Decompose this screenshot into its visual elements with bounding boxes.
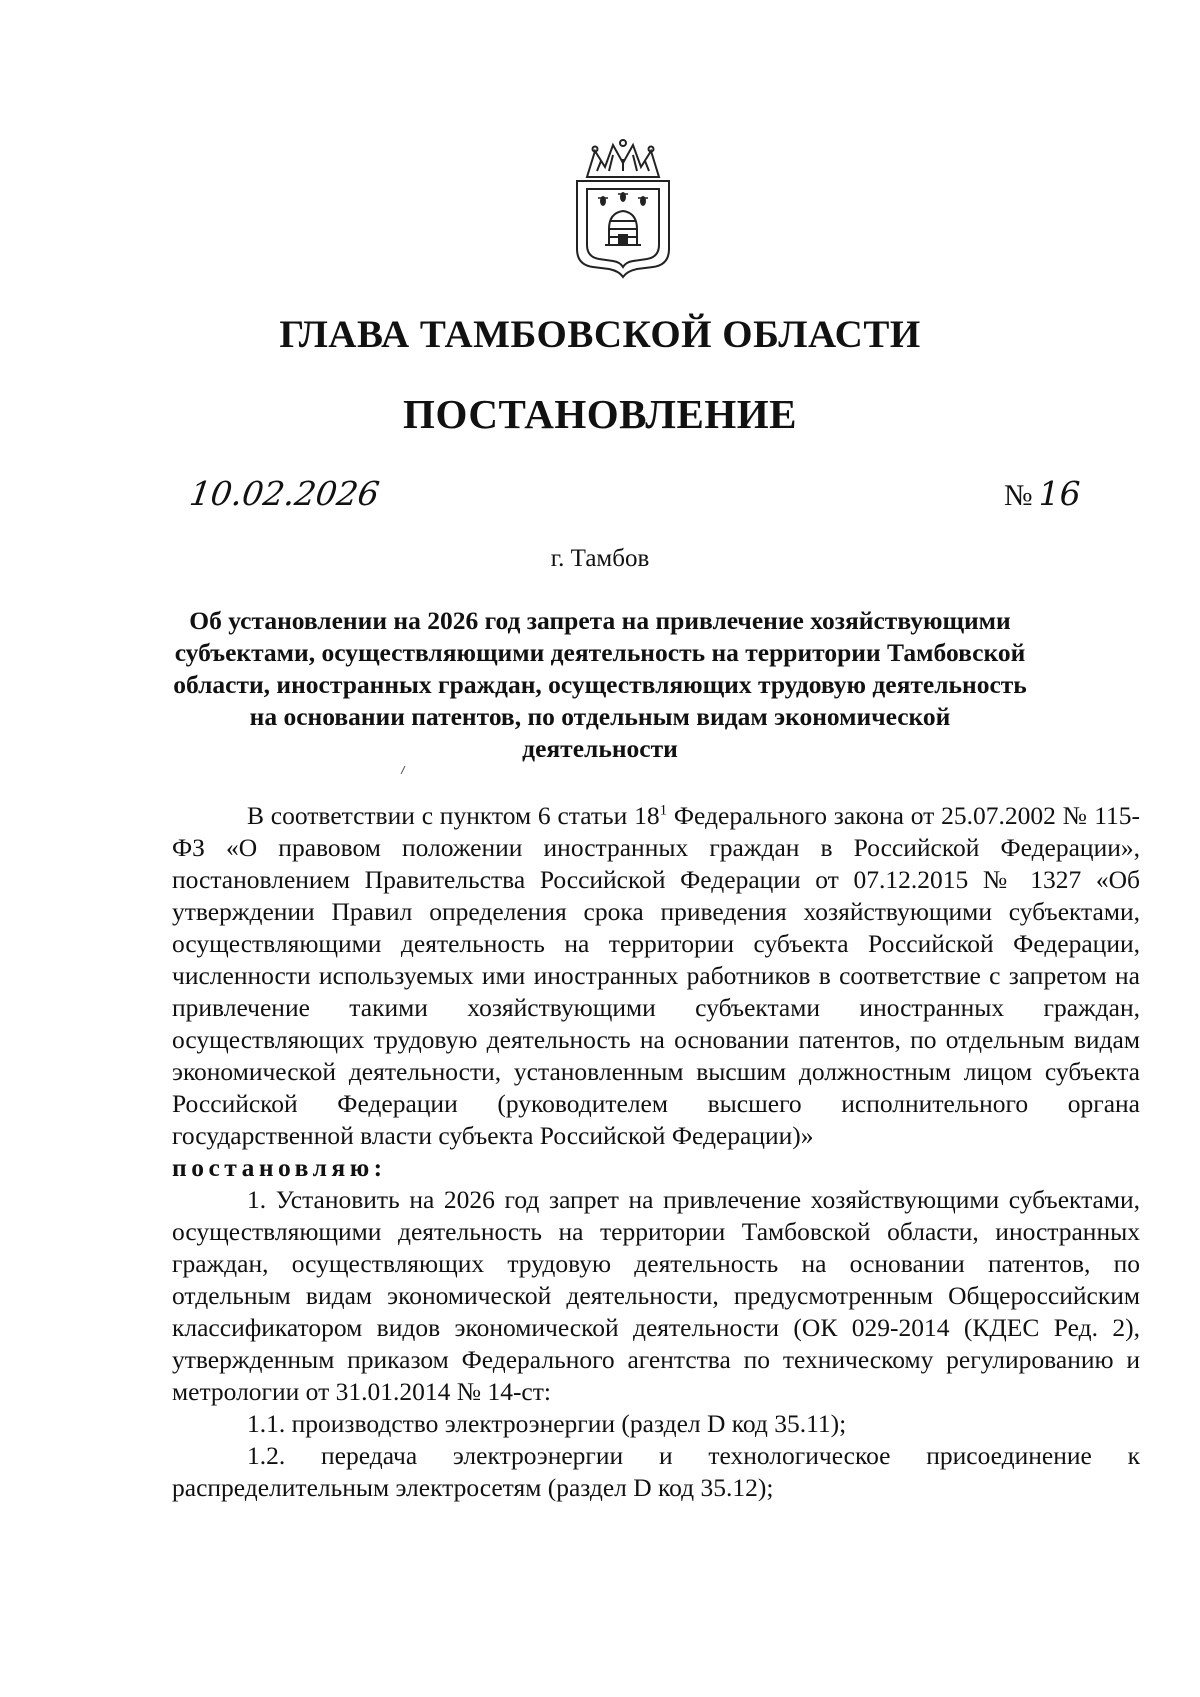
city-line: г. Тамбов (550, 545, 650, 572)
document-date: 10.02.2026 (187, 474, 382, 513)
document-number (1004, 474, 1081, 513)
document-subject (170, 605, 1030, 765)
number-value: 16 (1038, 474, 1081, 513)
preamble-paragraph (172, 800, 1140, 1152)
resolve-word: постановляю: (172, 1153, 387, 1182)
scan-artifact-mark (400, 765, 406, 775)
preamble-text-start: В соответствии с пунктом 6 статьи 18 (247, 801, 660, 830)
document-body (172, 800, 1140, 1504)
subject-line: субъектами, осуществляющими деятельность на территории Тамбовской (174, 638, 1026, 667)
tambov-coat-of-arms-icon (567, 137, 679, 279)
document-type-title: ПОСТАНОВЛЕНИЕ (403, 391, 797, 437)
subject-line: области, иностранных граждан, осуществляющих трудовую деятельность (173, 670, 1027, 699)
clause-1-paragraph: 1. Установить на 2026 год запрет на привлечение хозяйствующими субъектами, осуществляющими деятельность на территории Тамбовской области, иностранных граждан, осуществляющих трудовую деятельность на основании патентов, по отдельным видам экономической деятельности, предусмотренным Общероссийским классификатором видов экономической деятельности (ОК 029-2014 (КДЕС Ред. 2), утвержденным приказом Федерального агентства по техническому регулированию и метрологии от 31.01.2014 № 14-ст: (172, 1185, 1140, 1406)
number-sign: № (1004, 479, 1033, 512)
clause-1-1-paragraph: 1.1. производство электроэнергии (раздел D код 35.11); (247, 1409, 847, 1438)
article-superscript: 1 (659, 802, 668, 819)
subject-line: на основании патентов, по отдельным видам экономической деятельности (249, 702, 951, 763)
clause-1-2-paragraph: 1.2. передача электроэнергии и технологическое присоединение к распределительным электросетям (раздел D код 35.12); (172, 1441, 1140, 1502)
preamble-text-rest: Федерального закона от 25.07.2002 № 115-ФЗ «О правовом положении иностранных граждан в Российской Федерации», постановлением Правительства Российской Федерации от 07.12.2015 № 1327 «Об утверждении Правил определения срока приведения хозяйствующими субъектами, осуществляющими деятельность на территории субъекта Российской Федерации, численности используемых ими иностранных работников в соответствие с запретом на привлечение такими хозяйствующими субъектами иностранных граждан, осуществляющих трудовую деятельность на основании патентов, по отдельным видам экономической деятельности, установленным высшим должностным лицом субъекта Российской Федерации (руководителем высшего исполнительного органа государственной власти субъекта Российской Федерации)» (172, 801, 1140, 1150)
subject-line: Об установлении на 2026 год запрета на привлечение хозяйствующими (189, 606, 1011, 635)
organization-title: ГЛАВА ТАМБОВСКОЙ ОБЛАСТИ (279, 313, 921, 356)
